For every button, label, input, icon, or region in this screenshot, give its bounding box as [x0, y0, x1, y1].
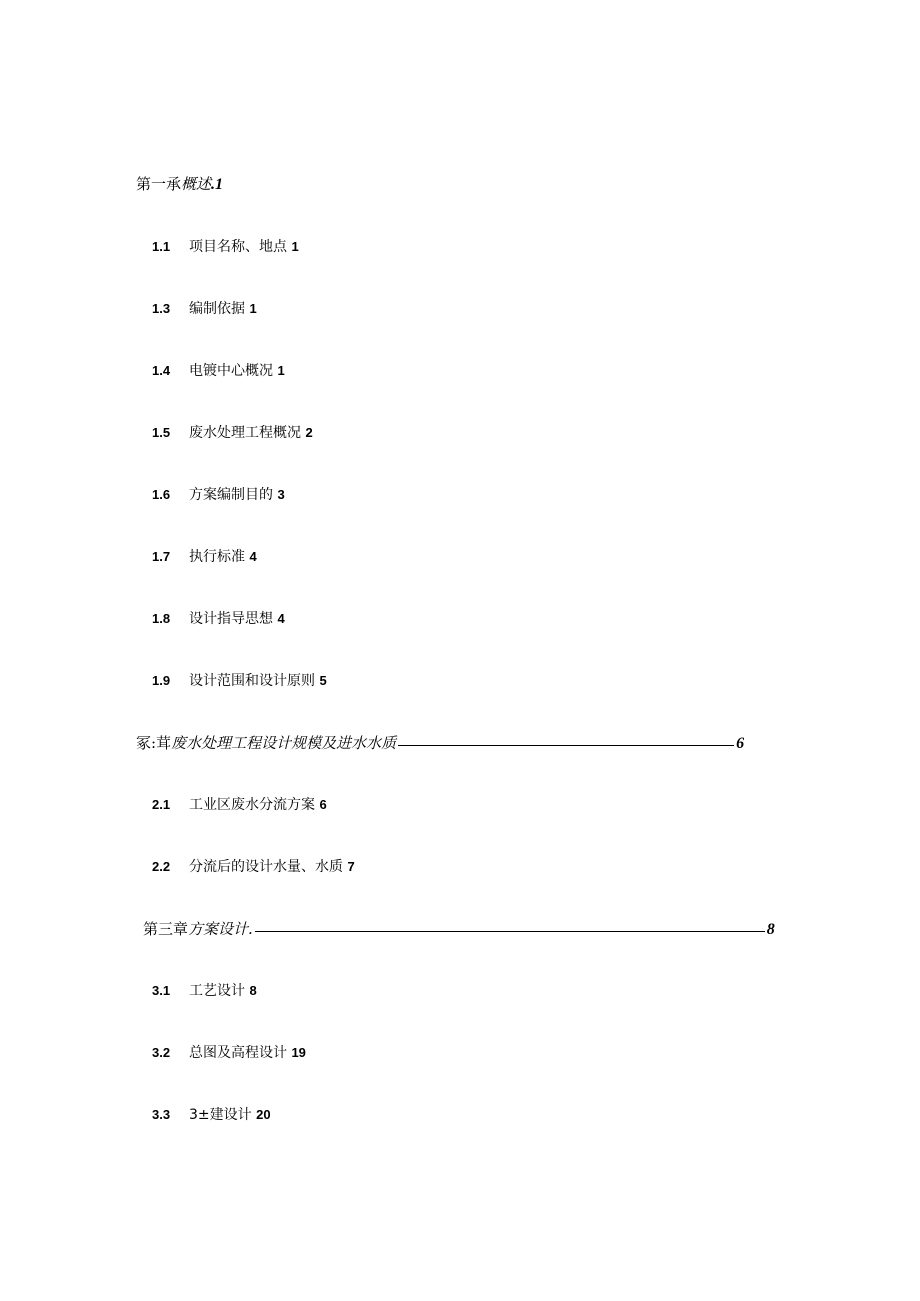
section-page-number: 2 [305, 425, 313, 440]
section-number: 1.4 [152, 363, 171, 378]
toc-section-3-2[interactable] [152, 1043, 306, 1063]
chapter-prefix: 冢:茸 [136, 734, 172, 752]
section-number: 3.1 [152, 983, 171, 998]
section-label: 电镀中心概况 [189, 363, 273, 379]
section-page-number: 1 [277, 363, 285, 378]
section-label: 设计范围和设计原则 [189, 673, 315, 689]
section-number: 3.3 [152, 1107, 171, 1122]
dotted-leader [255, 931, 765, 932]
toc-section-1-5[interactable] [152, 423, 313, 443]
section-number: 1.6 [152, 487, 171, 502]
dotted-leader [398, 745, 734, 746]
chapter-page-number: .1 [211, 176, 224, 193]
section-page-number: 7 [347, 859, 355, 874]
toc-section-1-8[interactable] [152, 609, 285, 629]
section-page-number: 3 [277, 487, 285, 502]
chapter-title: 方案设计. [188, 920, 253, 938]
section-page-number: 1 [249, 301, 257, 316]
section-page-number: 5 [319, 673, 327, 688]
section-number: 1.8 [152, 611, 171, 626]
toc-section-1-1[interactable] [152, 237, 299, 257]
chapter-page-number: 6 [736, 735, 745, 752]
chapter-title: 废水处理工程设计规模及进水水质 [171, 734, 397, 752]
section-label: 设计指导思想 [189, 611, 273, 627]
section-page-number: 8 [249, 983, 257, 998]
section-page-number: 6 [319, 797, 327, 812]
toc-section-1-9[interactable] [152, 671, 327, 691]
section-label: 分流后的设计水量、水质 [189, 859, 343, 875]
section-page-number: 4 [277, 611, 285, 626]
section-number: 1.5 [152, 425, 171, 440]
section-label: 项目名称、地点 [189, 239, 287, 255]
chapter-prefix: 第一承 [136, 175, 182, 193]
section-label: 总图及高程设计 [189, 1045, 287, 1061]
section-page-number: 1 [291, 239, 299, 254]
section-number: 1.9 [152, 673, 171, 688]
section-label: 工业区废水分流方案 [189, 797, 315, 813]
section-number: 2.1 [152, 797, 171, 812]
chapter-page-number: 8 [766, 921, 775, 938]
toc-section-1-7[interactable] [152, 547, 257, 567]
section-page-number: 19 [291, 1045, 306, 1060]
section-label: 方案编制目的 [189, 487, 273, 503]
toc-section-1-6[interactable] [152, 485, 285, 505]
toc-section-1-4[interactable] [152, 361, 285, 381]
section-label: 工艺设计 [189, 983, 245, 999]
section-number: 3.2 [152, 1045, 171, 1060]
toc-chapter-1[interactable] [136, 174, 223, 195]
section-label: 废水处理工程概况 [189, 425, 301, 441]
chapter-prefix: 第三章 [143, 920, 189, 938]
section-label: 编制依据 [189, 301, 245, 317]
toc-section-3-3[interactable] [152, 1105, 271, 1125]
section-page-number: 4 [249, 549, 257, 564]
toc-chapter-2[interactable] [136, 733, 744, 754]
section-number: 2.2 [152, 859, 171, 874]
section-number: 1.1 [152, 239, 171, 254]
section-label: 3±建设计 [189, 1107, 252, 1123]
toc-chapter-3[interactable] [143, 919, 775, 940]
section-label: 执行标准 [189, 549, 245, 565]
toc-section-2-2[interactable] [152, 857, 355, 877]
section-number: 1.3 [152, 301, 171, 316]
toc-section-1-3[interactable] [152, 299, 257, 319]
section-number: 1.7 [152, 549, 171, 564]
section-page-number: 20 [256, 1107, 271, 1122]
chapter-title: 概述 [181, 175, 212, 193]
toc-section-3-1[interactable] [152, 981, 257, 1001]
toc-section-2-1[interactable] [152, 795, 327, 815]
